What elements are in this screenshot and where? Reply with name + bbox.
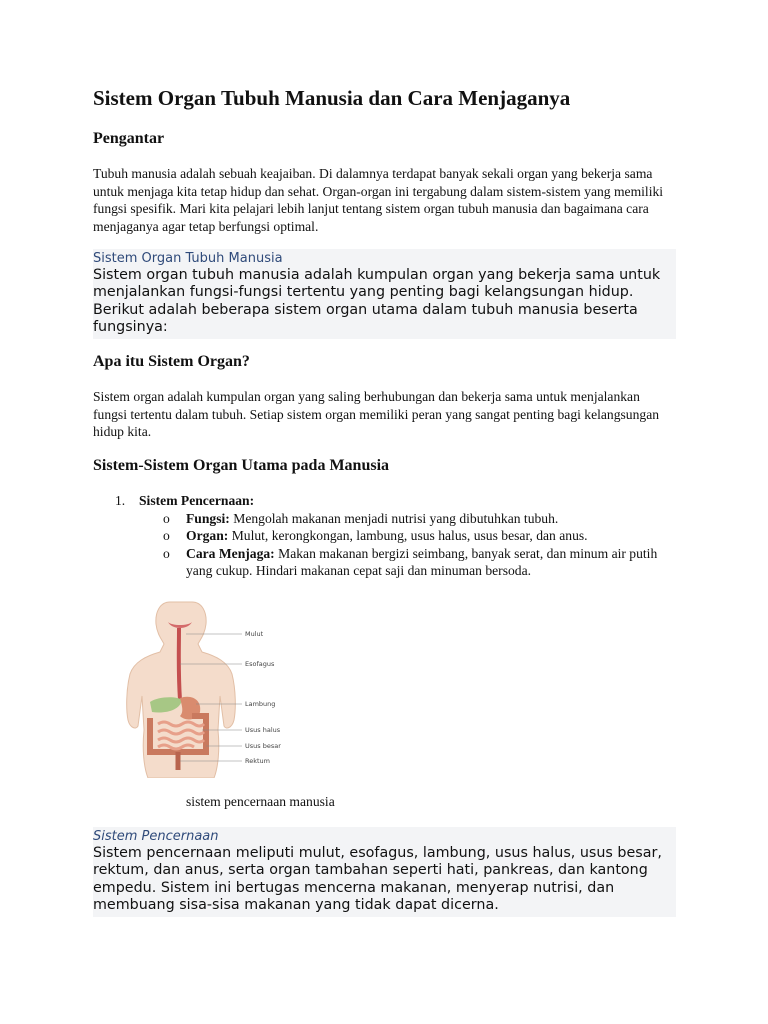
label-rectum: Rektum xyxy=(245,757,270,765)
intro-paragraph: Tubuh manusia adalah sebuah keajaiban. Di dalamnya terdapat banyak sekali organ yang bekerja sama untuk menjaga kita tetap hidup dan sehat. Organ-organ ini tergabung dalam sistem-sistem yang memiliki fungsi spesifik. Mari kita pelajari lebih lanjut tentang sistem organ tubuh manusia dan bagaimana cara menjaganya agar tetap berfungsi optimal. xyxy=(93,166,664,234)
sub-item-key: Cara Menjaga: xyxy=(186,545,275,561)
label-small-intestine: Usus halus xyxy=(245,726,281,734)
sub-item-text: Mengolah makanan menjadi nutrisi yang dibutuhkan tubuh. xyxy=(229,510,559,526)
list-item xyxy=(93,492,676,510)
digestive-system-figure xyxy=(122,600,292,778)
page-title: Sistem Organ Tubuh Manusia dan Cara Menjaganya xyxy=(93,86,571,110)
label-mouth: Mulut xyxy=(245,630,264,638)
callout-title: Sistem Organ Tubuh Manusia xyxy=(93,251,283,266)
callout-digestive-system xyxy=(93,827,676,917)
bullet-marker: o xyxy=(163,545,170,561)
list-item-label: Sistem Pencernaan: xyxy=(139,493,255,508)
sub-list-item xyxy=(93,545,676,580)
sub-item-text: Makan makanan bergizi seimbang, banyak serat, dan minum air putih yang cukup. Hindari makanan cepat saji dan minuman bersoda. xyxy=(186,545,658,578)
what-paragraph: Sistem organ adalah kumpulan organ yang saling berhubungan dan bekerja sama untuk menjalankan fungsi tertentu dalam tubuh. Setiap sistem organ memiliki peran yang sangat penting bagi kelangsungan hidup kita. xyxy=(93,389,660,439)
callout-body: Sistem pencernaan meliputi mulut, esofagus, lambung, usus halus, usus besar, rektum, dan anus, serta organ tambahan seperti hati, pankreas, dan kantong empedu. Sistem ini bertugas mencerna makanan, menyerap nutrisi, dan membuang sisa-sisa makanan yang tidak dapat dicerna. xyxy=(93,845,662,913)
digestive-system-illustration xyxy=(122,600,292,778)
label-large-intestine: Usus besar xyxy=(245,742,281,750)
intro-heading: Pengantar xyxy=(93,130,165,147)
figure-caption: sistem pencernaan manusia xyxy=(186,794,335,809)
label-stomach: Lambung xyxy=(245,700,276,708)
organ-system-list xyxy=(93,492,676,580)
esophagus-shape xyxy=(179,628,180,700)
sub-item-key: Fungsi: xyxy=(186,510,230,526)
callout-organ-system xyxy=(93,249,676,339)
sub-list-item xyxy=(93,527,676,545)
callout-title: Sistem Pencernaan xyxy=(93,829,219,844)
sub-list-item xyxy=(93,510,676,528)
main-systems-heading: Sistem-Sistem Organ Utama pada Manusia xyxy=(93,457,390,474)
what-heading: Apa itu Sistem Organ? xyxy=(93,353,250,370)
callout-body: Sistem organ tubuh manusia adalah kumpulan organ yang bekerja sama untuk menjalankan fungsi-fungsi tertentu yang penting bagi kelangsungan hidup. Berikut adalah beberapa sistem organ utama dalam tubuh manusia beserta fungsinya: xyxy=(93,267,661,335)
list-number: 1. xyxy=(115,493,126,508)
sub-item-key: Organ: xyxy=(186,528,229,543)
bullet-marker: o xyxy=(163,528,170,543)
label-esophagus: Esofagus xyxy=(245,660,275,668)
bullet-marker: o xyxy=(163,510,170,526)
sub-item-text: Mulut, kerongkongan, lambung, usus halus, usus besar, dan anus. xyxy=(228,528,588,543)
